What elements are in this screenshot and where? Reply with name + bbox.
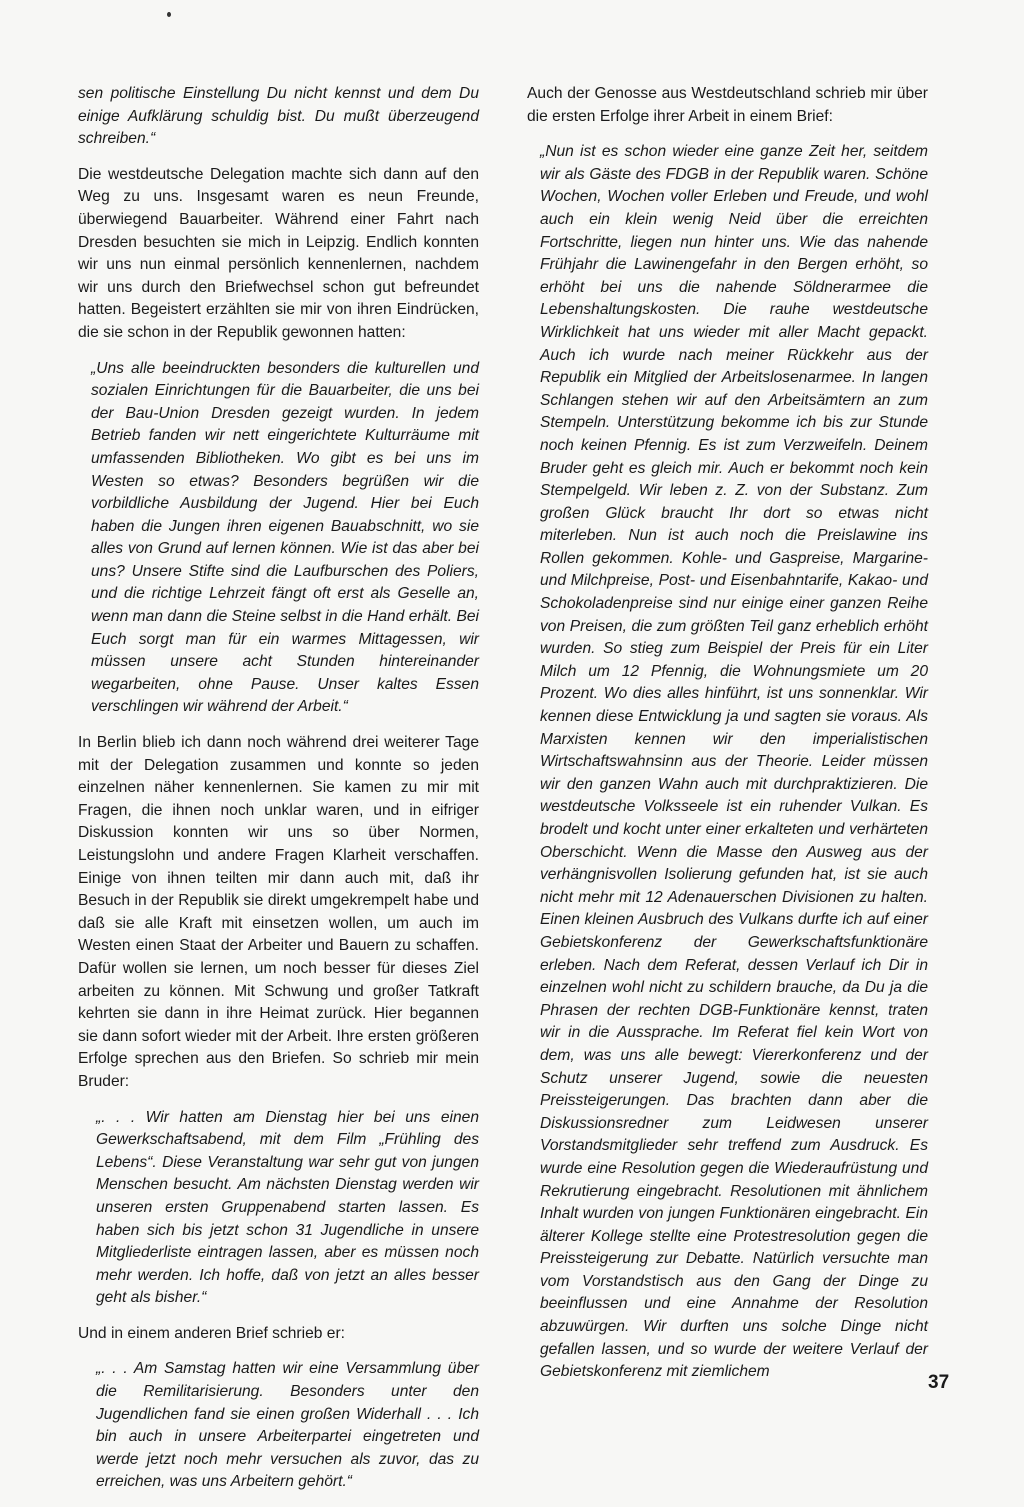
- print-speck: [167, 12, 171, 17]
- quote-block: „Nun ist es schon wieder eine ganze Zeit her, seitdem wir als Gäste des FDGB in der Republik waren. Schöne Wochen, Wochen voller Erleben und Freude, und wohl auch ein klein wenig Neid über die erreichten Fortschritte, liegen nun hinter uns. Wie das nahende Frühjahr die Lawinengefahr in den Bergen erhöht, so erhöht bei uns die nahende Söldnerarmee die Lebenshaltungskosten. Die rauhe westdeutsche Wirklichkeit hat uns wieder mit aller Macht gepackt. Auch ich wurde nach meiner Rückkehr aus der Republik ein Mitglied der Arbeitslosenarmee. In langen Schlangen stehen wir auf den Arbeitsämtern an zum Stempeln. Unterstützung bekomme ich bis zur Stunde noch keinen Pfennig. Es ist zum Verzweifeln. Deinem Bruder geht es gleich mir. Auch er bekommt noch kein Stempelgeld. Wir leben z. Z. von der Substanz. Zum großen Glück braucht Ihr dort so etwas nicht miterleben. Nun ist auch noch die Preislawine ins Rollen gekommen. Kohle- und Gaspreise, Margarine- und Milchpreise, Post- und Eisenbahntarife, Kakao- und Schokoladenpreise sind nur einige einer ganzen Reihe von Preisen, die zum größten Teil ganz erheblich erhöht wurden. So stieg zum Beispiel der Preis für ein Liter Milch um 12 Pfennig, die Wohnungsmiete um 20 Prozent. Wo dies alles hinführt, ist uns sonnenklar. Wir kennen diese Entwicklung ja und sagten sie voraus. Als Marxisten kennen wir den imperialistischen Wirtschaftswahnsinn aus der Theorie. Leider müssen wir den ganzen Wahn auch mit durchpraktizieren. Die westdeutsche Volksseele ist ein ruhender Vulkan. Es brodelt und kocht unter einer erkalteten und verhärteten Oberschicht. Wenn die Masse den Ausweg aus der verhängnisvollen Isolierung gefunden hat, ist sie auch nicht mehr mit 12 Adenauerschen Divisionen zu halten. Einen kleinen Ausbruch des Vulkans durfte ich auf einer Gebietskonferenz der Gewerkschaftsfunktionäre erleben. Nach dem Referat, dessen Verlauf ich Dir in einzelnen wohl nicht zu schildern brauche, da Du ja die Phrasen der rechten DGB-Funktionäre kennst, traten wir in die Aussprache. Im Referat fiel kein Wort von dem, was uns alle bewegt: Viererkonferenz und der Schutz unserer Jugend, sowie die neuesten Preissteigerungen. Das brachten dann aber die Diskussionsredner zum Leidwesen unserer Vorstandsmitglieder sehr treffend zum Ausdruck. Es wurde eine Resolution gegen die Wiederaufrüstung und Rekrutierung eingebracht. Resolutionen mit ähnlichem Inhalt wurden von jungen Funktionären eingebracht. Ein älterer Kollege stellte eine Protestresolution gegen die Preissteigerung zur Debatte. Natürlich versuchte man vom Vorstandstisch aus den Gang der Dinge zu beeinflussen und eine Annahme der Resolution abzuwürgen. Wir durften uns solche Dinge nicht gefallen lassen, und so wurde der weitere Verlauf der Gebietskonferenz mit ziemlichem: [540, 143, 928, 1381]
- quote-block: „. . . Wir hatten am Dienstag hier bei uns einen Gewerkschaftsabend, mit dem Film „Frühling des Lebens“. Diese Veranstaltung war sehr gut von jungen Menschen besucht. Am nächsten Dienstag werden wir unseren ersten Gruppenabend starten lassen. Es haben sich bis jetzt schon 31 Jugendliche in unsere Mitgliederliste eintragen lassen, aber es müssen noch mehr werden. Ich hoffe, daß von jetzt an alles besser geht als bisher.“: [96, 1108, 479, 1307]
- page-number: 37: [928, 1372, 950, 1393]
- paragraph: Auch der Genosse aus Westdeutschland schrieb mir über die ersten Erfolge ihrer Arbeit in einem Brief:: [527, 85, 928, 125]
- quote-block: „Uns alle beeindruckten besonders die kulturellen und sozialen Einrichtungen für die Bauarbeiter, die uns bei der Bau-Union Dresden gezeigt wurden. In jedem Betrieb fanden wir nett eingerichtete Kulturräume mit umfassenden Bibliotheken. Wo gibt es bei uns im Westen so etwas? Besonders begrüßen wir die vorbildliche Ausbildung der Jugend. Hier bei Euch haben die Jungen ihren eigenen Bauabschnitt, wo sie alles von Grund auf lernen können. Wie ist das aber bei uns? Unsere Stifte sind die Laufburschen des Poliers, und die richtige Lehrzeit fängt oft erst als Geselle an, wenn man dann die Steine selbst in die Hand erhält. Bei Euch sorgt man für ein warmes Mittagessen, wir müssen unsere acht Stunden hintereinander wegarbeiten, ohne Pause. Unser kaltes Essen verschlingen wir während der Arbeit.“: [91, 359, 479, 716]
- right-column: [527, 83, 928, 1397]
- paragraph: Und in einem anderen Brief schrieb er:: [78, 1324, 345, 1342]
- left-column: [78, 83, 479, 1507]
- quote-continuation: sen politische Einstellung Du nicht kennst und dem Du einige Aufklärung schuldig bist. Du mußt überzeugend schreiben.“: [78, 85, 479, 148]
- quote-block: „. . . Am Samstag hatten wir eine Versammlung über die Remilitarisierung. Besonders unter den Jugendlichen fand sie einen großen Widerhall . . . Ich bin auch in unsere Arbeiterpartei eingetreten und werde jetzt noch mehr versuchen als zuvor, das zu erreichen, was uns Arbeitern gehört.“: [96, 1360, 479, 1491]
- paragraph: In Berlin blieb ich dann noch während drei weiterer Tage mit der Delegation zusammen und konnte so jeden einzelnen näher kennenlernen. Sie kamen zu mir mit Fragen, die ihnen noch unklar waren, und in eifriger Diskussion konnten wir uns so über Normen, Leistungslohn und andere Fragen Klarheit verschaffen. Einige von ihnen teilten mir dann auch mit, daß ihr Besuch in der Republik sie direkt umgekrempelt habe und daß sie alle Kraft mit einsetzen wollen, um auch im Westen einen Staat der Arbeiter und Bauern zu schaffen. Dafür wollen sie lernen, um noch besser für dieses Ziel arbeiten zu können. Mit Schwung und großer Tatkraft kehrten sie dann in ihre Heimat zurück. Hier begannen sie dann sofort wieder mit der Arbeit. Ihre ersten größeren Erfolge sprechen aus den Briefen. So schrieb mir mein Bruder:: [78, 734, 479, 1090]
- paragraph: Die westdeutsche Delegation machte sich dann auf den Weg zu uns. Insgesamt waren es neun Freunde, überwiegend Bauarbeiter. Während einer Fahrt nach Dresden besuchten sie mich in Leipzig. Endlich konnten wir uns nun einmal persönlich kennenlernen, nachdem wir uns durch den Briefwechsel schon gut befreundet hatten. Begeistert erzählten sie mir von ihren Eindrücken, die sie schon in der Republik gewonnen hatten:: [78, 165, 479, 341]
